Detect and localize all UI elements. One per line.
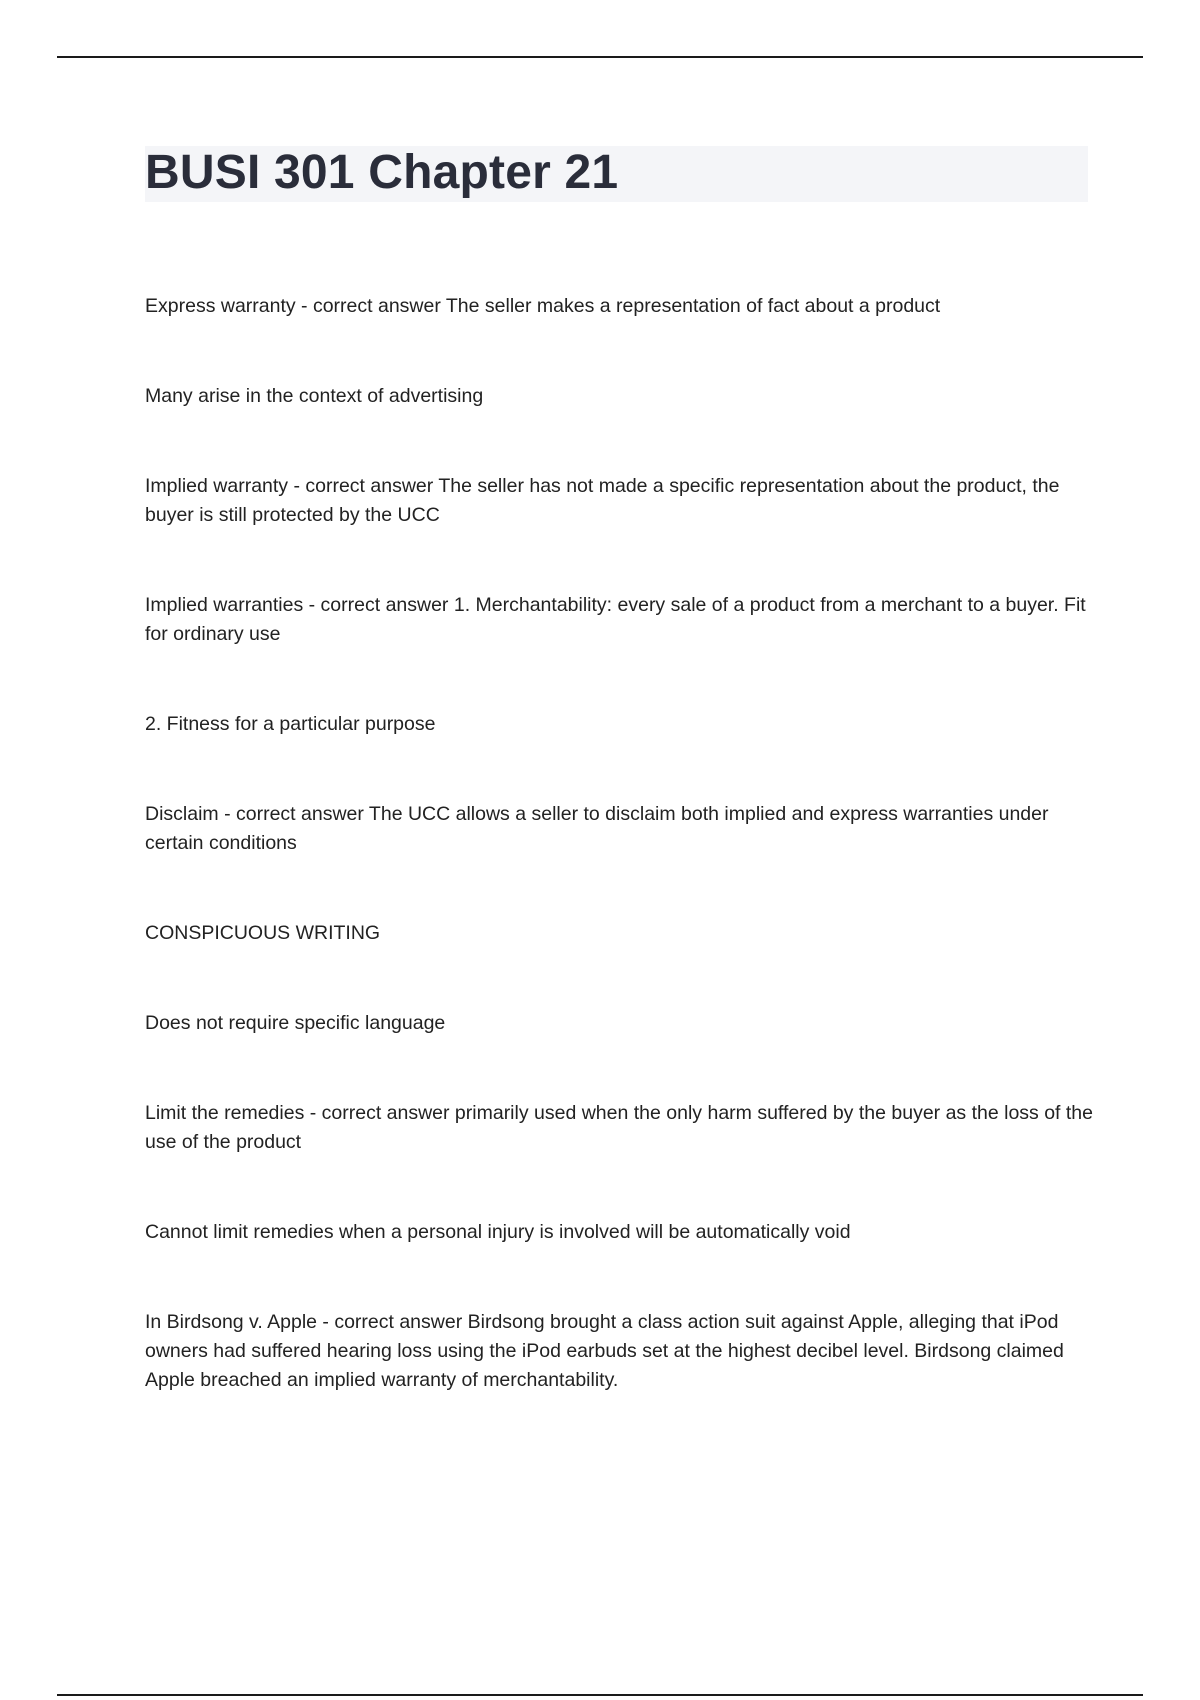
paragraph-specific-language: Does not require specific language: [145, 1012, 446, 1034]
paragraph-implied-warranty: Implied warranty - correct answer The seller has not made a specific representation about the product, the buyer is still protected by the UCC: [145, 475, 1060, 526]
top-divider: [57, 56, 1143, 58]
bottom-divider: [57, 1694, 1143, 1696]
paragraph-disclaim: Disclaim - correct answer The UCC allows a seller to disclaim both implied and express warranties under certain conditions: [145, 803, 1049, 854]
paragraph-personal-injury: Cannot limit remedies when a personal injury is involved will be automatically void: [145, 1221, 851, 1243]
document-title: BUSI 301 Chapter 21: [145, 146, 619, 199]
paragraph-express-warranty: Express warranty - correct answer The seller makes a representation of fact about a product: [145, 295, 941, 317]
paragraph-advertising: Many arise in the context of advertising: [145, 385, 484, 407]
paragraph-birdsong-v-apple: In Birdsong v. Apple - correct answer Birdsong brought a class action suit against Apple, alleging that iPod owners had suffered hearing loss using the iPod earbuds set at the highest decibel level. Birdsong claimed Apple breached an implied warranty of merchantability.: [145, 1311, 1064, 1391]
paragraph-limit-remedies: Limit the remedies - correct answer primarily used when the only harm suffered by the buyer as the loss of the use of the product: [145, 1102, 1093, 1153]
paragraph-conspicuous-writing: CONSPICUOUS WRITING: [145, 922, 381, 944]
document-body: [145, 292, 1095, 1456]
paragraph-implied-warranties: Implied warranties - correct answer 1. Merchantability: every sale of a product from a merchant to a buyer. Fit for ordinary use: [145, 594, 1086, 645]
paragraph-fitness: 2. Fitness for a particular purpose: [145, 713, 436, 735]
